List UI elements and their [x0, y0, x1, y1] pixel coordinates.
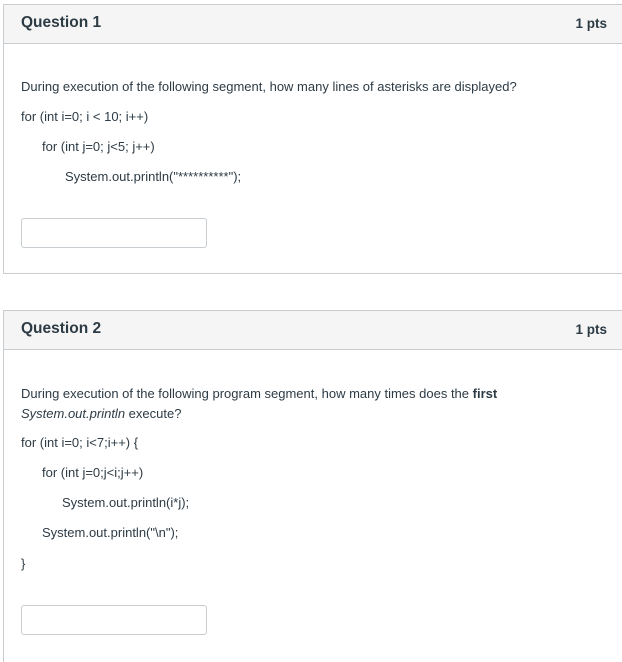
question-2-card [3, 310, 622, 662]
question-1-code-line-2: for (int j=0; j<5; j++) [42, 139, 155, 154]
question-2-prompt-line-1 [21, 386, 497, 401]
question-1-card [3, 4, 622, 274]
question-2-prompt-end: execute? [125, 406, 182, 421]
question-2-prompt-italic: System.out.println [21, 406, 126, 421]
question-1-title: Question 1 [21, 14, 102, 31]
question-2-prompt-text: During execution of the following program segment, how many times does the [21, 386, 473, 401]
question-2-title: Question 2 [21, 320, 102, 337]
question-2-code-line-5: } [21, 556, 26, 571]
question-2-code-line-4: System.out.println("\n"); [42, 525, 179, 540]
question-2-answer-input[interactable] [21, 605, 207, 635]
question-2-code-line-2: for (int j=0;j<i;j++) [42, 465, 144, 480]
question-2-code-line-1: for (int i=0; i<7;i++) { [21, 435, 139, 450]
question-2-points: 1 pts [575, 322, 607, 337]
question-1-answer-input[interactable] [21, 218, 207, 248]
question-2-code-line-3: System.out.println(i*j); [62, 495, 190, 510]
question-1-code-line-1: for (int i=0; i < 10; i++) [21, 109, 149, 124]
question-2-prompt-line-2 [21, 406, 181, 421]
question-1-points: 1 pts [575, 16, 607, 31]
question-1-header [4, 5, 622, 44]
question-1-prompt: During execution of the following segment, how many lines of asterisks are displayed? [21, 79, 517, 94]
question-2-prompt-bold: first [472, 386, 498, 401]
question-2-header [4, 311, 622, 350]
question-1-code-line-3: System.out.println("**********"); [65, 169, 242, 184]
